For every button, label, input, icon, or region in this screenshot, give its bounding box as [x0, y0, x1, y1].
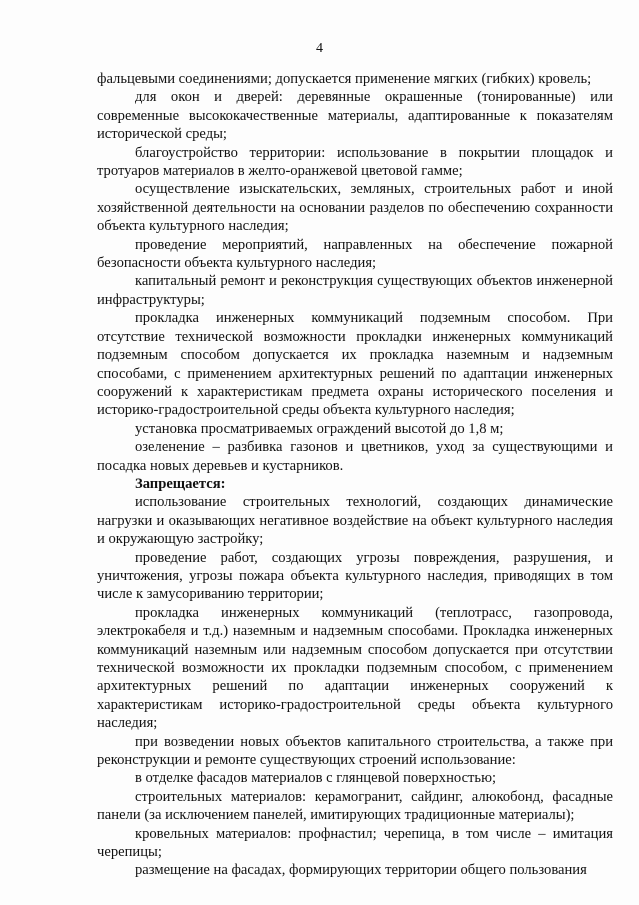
paragraph: прокладка инженерных коммуникаций подземным способом. При отсутствие технической возможности прокладки инженерных коммуникаций подземным способом допускается их прокладка наземным и надземным способами, с применением архитектурных решений по адаптации инженерных сооружений к характеристикам предмета охраны исторического поселения и историко-градостроительной среды объекта культурного наследия; [97, 310, 613, 419]
paragraph: капитальный ремонт и реконструкция существующих объектов инженерной инфраструктуры; [97, 273, 613, 308]
paragraph: при возведении новых объектов капитального строительства, а также при реконструкции и ремонте существующих строений использование: [97, 733, 613, 769]
paragraph: осуществление изыскательских, земляных, строительных работ и иной хозяйственной деятельности на основании разделов по обеспечению сохранности объекта культурного наследия; [97, 181, 613, 235]
paragraph: установка просматриваемых ограждений высотой до 1,8 м; [135, 420, 504, 437]
paragraph: проведение работ, создающих угрозы повреждения, разрушения, и уничтожения, угрозы пожара объекта культурного наследия, приводящих в том числе к замусориванию территории; [97, 549, 613, 603]
paragraph: использование строительных технологий, создающих динамические нагрузки и оказывающих негативное воздействие на объект культурного наследия и окружающую застройку; [97, 494, 613, 548]
paragraph: строительных материалов: керамогранит, сайдинг, алюкобонд, фасадные панели (за исключением панелей, имитирующих традиционные материалы); [97, 788, 613, 824]
paragraph: фальцевыми соединениями; допускается применение мягких (гибких) кровель; [97, 71, 592, 87]
paragraph: для окон и дверей: деревянные окрашенные (тонированные) или современные высококачественные материалы, адаптированные к показателям исторической среды; [97, 89, 613, 143]
paragraph: кровельных материалов: профнастил; черепица, в том числе – имитация черепицы; [97, 825, 613, 861]
paragraph: прокладка инженерных коммуникаций (теплотрасс, газопровода, электрокабеля и т.д.) наземным и надземным способами. Прокладка инженерных коммуникаций наземным или надземным способом допускается при отсутствии технической возможности их прокладки подземным способом, с применением архитектурных решений по адаптации инженерных сооружений к характеристикам историко-градостроительной среды объекта культурного наследия; [97, 604, 613, 732]
paragraph: размещение на фасадах, формирующих территории общего пользования [135, 862, 587, 879]
paragraph: озеленение – разбивка газонов и цветников, уход за существующими и посадка новых деревьев и кустарников. [97, 439, 613, 474]
paragraph: в отделке фасадов материалов с глянцевой поверхностью; [135, 770, 497, 787]
page-number: 4 [316, 41, 323, 56]
paragraph: проведение мероприятий, направленных на обеспечение пожарной безопасности объекта культурного наследия; [97, 236, 613, 272]
paragraph: благоустройство территории: использование в покрытии площадок и тротуаров материалов в желто-оранжевой цветовой гамме; [97, 144, 613, 180]
document-body [97, 70, 613, 880]
section-heading: Запрещается: [135, 475, 226, 492]
